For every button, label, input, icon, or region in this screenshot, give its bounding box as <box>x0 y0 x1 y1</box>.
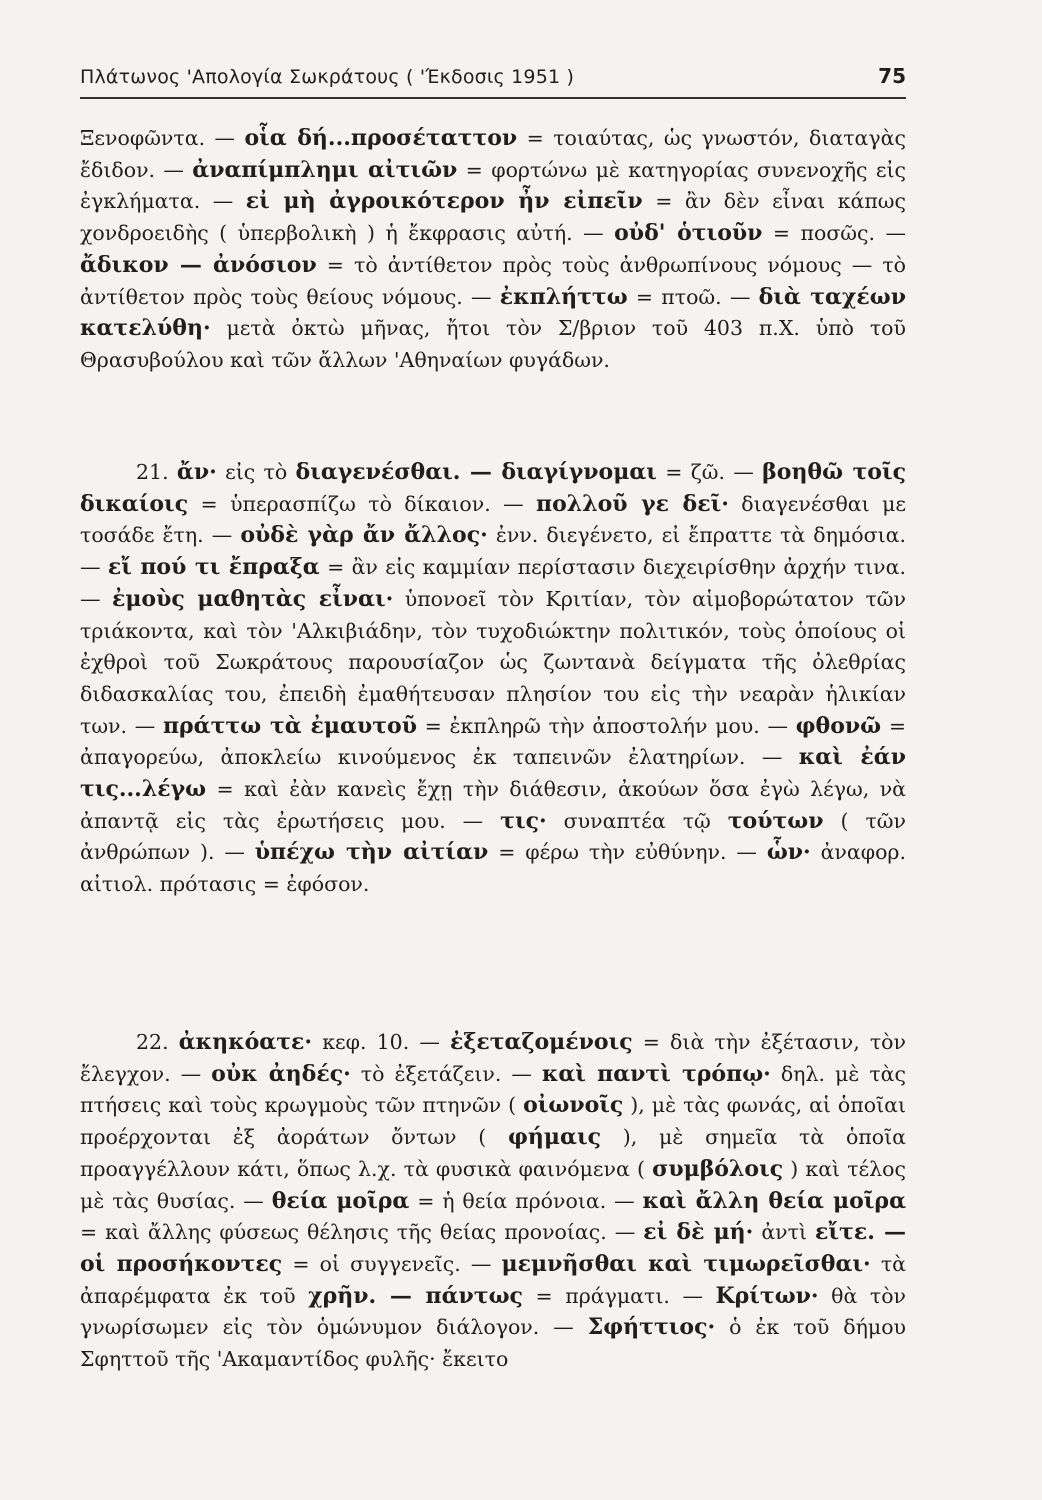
lemma-term: οὐδ' ὁτιοῦν <box>614 220 763 247</box>
gloss-text: διαγενέσθαι με τοσάδε ἔτη. — <box>80 491 907 548</box>
lemma-term: ἀναπίμπλημι αἰτιῶν <box>192 156 458 183</box>
gloss-text: ) καὶ τέλος μὲ τὰς θυσίας. — <box>80 1156 906 1213</box>
gloss-text: τὸ ἐξετάζειν. — <box>350 1061 542 1086</box>
lemma-term: οἷα δή...προσέταττον <box>244 125 518 151</box>
gloss-text: ἐνν. διεγένετο, εἰ ἔπραττε τὰ δημόσια. — <box>80 523 906 580</box>
gloss-text: = τοιαύτας, ὡς γνωστόν, διαταγὰς ἔδιδον. — <box>80 126 906 182</box>
header-title: Πλάτωνος 'Απολογία Σωκράτους ( 'Έκδοσις 1951 ) <box>80 66 575 88</box>
gloss-text: = διὰ τὴν ἐξέτασιν, τὸν ἔλεγχον. — <box>80 1030 906 1086</box>
lemma-term: θεία μοῖρα <box>271 1187 410 1214</box>
gloss-text: θὰ τὸν γνωρίσωμεν εἰς τὸν ὁμώνυμον διάλογον. — <box>80 1283 906 1340</box>
paragraph-text <box>80 457 906 901</box>
lemma-term: ὧν· <box>766 839 811 866</box>
lemma-term: βοηθῶ τοῖς δικαίοις <box>80 459 907 517</box>
paragraph-22 <box>80 1027 906 1376</box>
gloss-text: ὑπονοεῖ τὸν Κριτίαν, τὸν αἱμοβορώτατον τῶν τριάκοντα, καὶ τὸν 'Αλκιβιάδην, τὸν τυχοδιώκτην πολιτικόν, τοὺς ὁποίους οἱ ἐχθροὶ τοῦ Σωκράτους παρουσίαζον ὡς ζωντανὰ δείγματα τῆς ὀλεθρίας διδασκαλίας του, ἐπειδὴ ἐμαθήτευσαν πλησίον του εἰς τὴν νεαρὰν ἡλικίαν των. — <box>80 586 906 738</box>
gloss-text: = καὶ ἐὰν κανεὶς ἔχῃ τὴν διάθεσιν, ἀκούων ὅσα ἐγὼ λέγω, νὰ ἀπαντᾷ εἰς τὰς ἐρωτήσεις μου. — <box>80 777 906 833</box>
gloss-text: τὰ ἀπαρέμφατα ἐκ τοῦ <box>80 1251 907 1308</box>
running-header <box>80 62 906 102</box>
gloss-text: μετὰ ὀκτὼ μῆνας, ἤτοι τὸν Σ/βριον τοῦ 403 π.Χ. ὑπὸ τοῦ Θρασυβούλου καὶ τῶν ἄλλων 'Αθηναίων φυγάδων. <box>80 316 906 372</box>
lemma-term: ἐκπλήττω <box>499 283 628 310</box>
paragraph-1 <box>80 123 906 377</box>
lemma-term: ἄν· <box>176 459 217 485</box>
lemma-term: συμβόλοις <box>652 1155 784 1182</box>
gloss-text: = ζῶ. — <box>656 460 763 484</box>
gloss-text: ὁ ἐκ τοῦ δήμου Σφηττοῦ τῆς 'Ακαμαντίδος φυλῆς· ἔκειτο <box>80 1315 906 1372</box>
gloss-text: συναπτέα τῷ <box>546 808 728 833</box>
lemma-term: πράττω τὰ ἐμαυτοῦ <box>162 712 417 739</box>
lemma-term: ὑπέχω τὴν αἰτίαν <box>254 839 489 866</box>
lemma-term: οὐκ ἀηδές· <box>211 1060 351 1087</box>
gloss-text: = τὸ ἀντίθετον πρὸς τοὺς ἀνθρωπίνους νόμους — τὸ ἀντίθετον πρὸς τοὺς θείους νόμους. — <box>80 252 907 309</box>
page-number: 75 <box>878 64 906 88</box>
paragraph-text <box>80 1027 906 1376</box>
gloss-text: = ἡ θεία πρόνοια. — <box>409 1188 643 1213</box>
gloss-text: ( τῶν ἀνθρώπων ). — <box>80 808 906 865</box>
lemma-term: εἴτε. — οἱ προσήκοντες <box>80 1219 907 1277</box>
paragraph-text <box>80 123 906 377</box>
gloss-text: ἀντὶ <box>753 1220 816 1245</box>
lemma-term: τις· <box>500 807 547 834</box>
lemma-term: εἰ μὴ ἀγροικότερον ἦν εἰπεῖν <box>245 188 643 215</box>
gloss-text: ), μὲ τὰς φωνάς, αἱ ὁποῖαι προέρχονται ἐξ ἀοράτων ὄντων ( <box>80 1093 907 1150</box>
lemma-term: πολλοῦ γε δεῖ· <box>536 490 729 517</box>
lemma-term: οὐδὲ γὰρ ἄν ἄλλος· <box>240 522 488 549</box>
lemma-term: καὶ παντὶ τρόπῳ· <box>541 1060 771 1087</box>
gloss-text: = πτοῶ. — <box>627 284 759 309</box>
header-rule <box>80 97 906 99</box>
lemma-term: διὰ ταχέων κατελύθη· <box>80 283 906 342</box>
gloss-text: ἀναφορ. αἰτιολ. πρότασις = ἐφόσον. <box>80 840 906 897</box>
gloss-text: Ξενοφῶντα. — <box>80 126 245 150</box>
gloss-text: κεφ. 10. — <box>312 1030 450 1054</box>
gloss-text: = φέρω τὴν εὐθύνην. — <box>488 840 767 865</box>
gloss-text: ), μὲ σημεῖα τὰ ὁποῖα προαγγέλλουν κάτι, ὅπως λ.χ. τὰ φυσικὰ φαινόμενα ( <box>80 1125 906 1181</box>
gloss-text: = φορτώνω μὲ κατηγορίας συνενοχῆς εἰς ἐγκλήματα. — <box>80 157 906 214</box>
gloss-text: = ἂν εἰς καμμίαν περίστασιν διεχειρίσθην ἀρχήν τινα. — <box>80 555 906 611</box>
lemma-term: οἰωνοῖς <box>523 1092 624 1119</box>
lemma-term: εἴ πού τι ἔπραξα <box>107 554 320 581</box>
lemma-term: καὶ ἐάν τις...λέγω <box>80 744 906 803</box>
lemma-term: Κρίτων· <box>715 1282 819 1309</box>
lemma-term: χρῆν. — πάντως <box>308 1282 523 1309</box>
lemma-term: ἐμοὺς μαθητὰς εἶναι· <box>111 585 394 612</box>
gloss-text: = ἀπαγορεύω, ἀποκλείω κινούμενος ἐκ ταπεινῶν ἐλατηρίων. — <box>80 713 906 770</box>
gloss-text: = ἐκπληρῶ τὴν ἀποστολήν μου. — <box>416 713 796 738</box>
gloss-text: = ὑπερασπίζω τὸ δίκαιον. — <box>188 491 536 516</box>
gloss-text: 22. <box>136 1030 179 1054</box>
paragraph-21 <box>80 457 906 901</box>
gloss-text: 21. <box>136 460 177 484</box>
lemma-term: μεμνῆσθαι καὶ τιμωρεῖσθαι· <box>501 1250 871 1277</box>
gloss-text: = ἂν δὲν εἶναι κάπως χονδροειδὴς ( ὑπερβολικὴ ) ἡ ἔκφρασις αὐτή. — <box>80 189 906 246</box>
gloss-text: = πράγματι. — <box>522 1283 716 1308</box>
gloss-text: = οἱ συγγενεῖς. — <box>282 1251 502 1276</box>
gloss-text: = καὶ ἄλλης φύσεως θέλησις τῆς θείας προνοίας. — <box>80 1220 644 1245</box>
gloss-text: εἰς τὸ <box>216 460 296 484</box>
lemma-term: εἰ δὲ μή· <box>643 1219 754 1246</box>
lemma-term: φθονῶ <box>795 712 882 739</box>
lemma-term: ἐξεταζομένοις <box>449 1029 633 1055</box>
lemma-term: φήμαις <box>508 1124 602 1151</box>
lemma-term: καὶ ἄλλη θεία μοῖρα <box>642 1187 906 1214</box>
lemma-term: ἀκηκόατε· <box>178 1029 313 1055</box>
gloss-text: δηλ. μὲ τὰς πτήσεις καὶ τοὺς κρωγμοὺς τῶν πτηνῶν ( <box>80 1061 906 1118</box>
lemma-term: ἄδικον — ἀνόσιον <box>80 251 317 278</box>
lemma-term: Σφήττιος· <box>587 1314 716 1341</box>
lemma-term: τούτων <box>727 807 824 834</box>
gloss-text: = ποσῶς. — <box>762 221 906 246</box>
lemma-term: διαγενέσθαι. — διαγίγνομαι <box>295 459 657 485</box>
